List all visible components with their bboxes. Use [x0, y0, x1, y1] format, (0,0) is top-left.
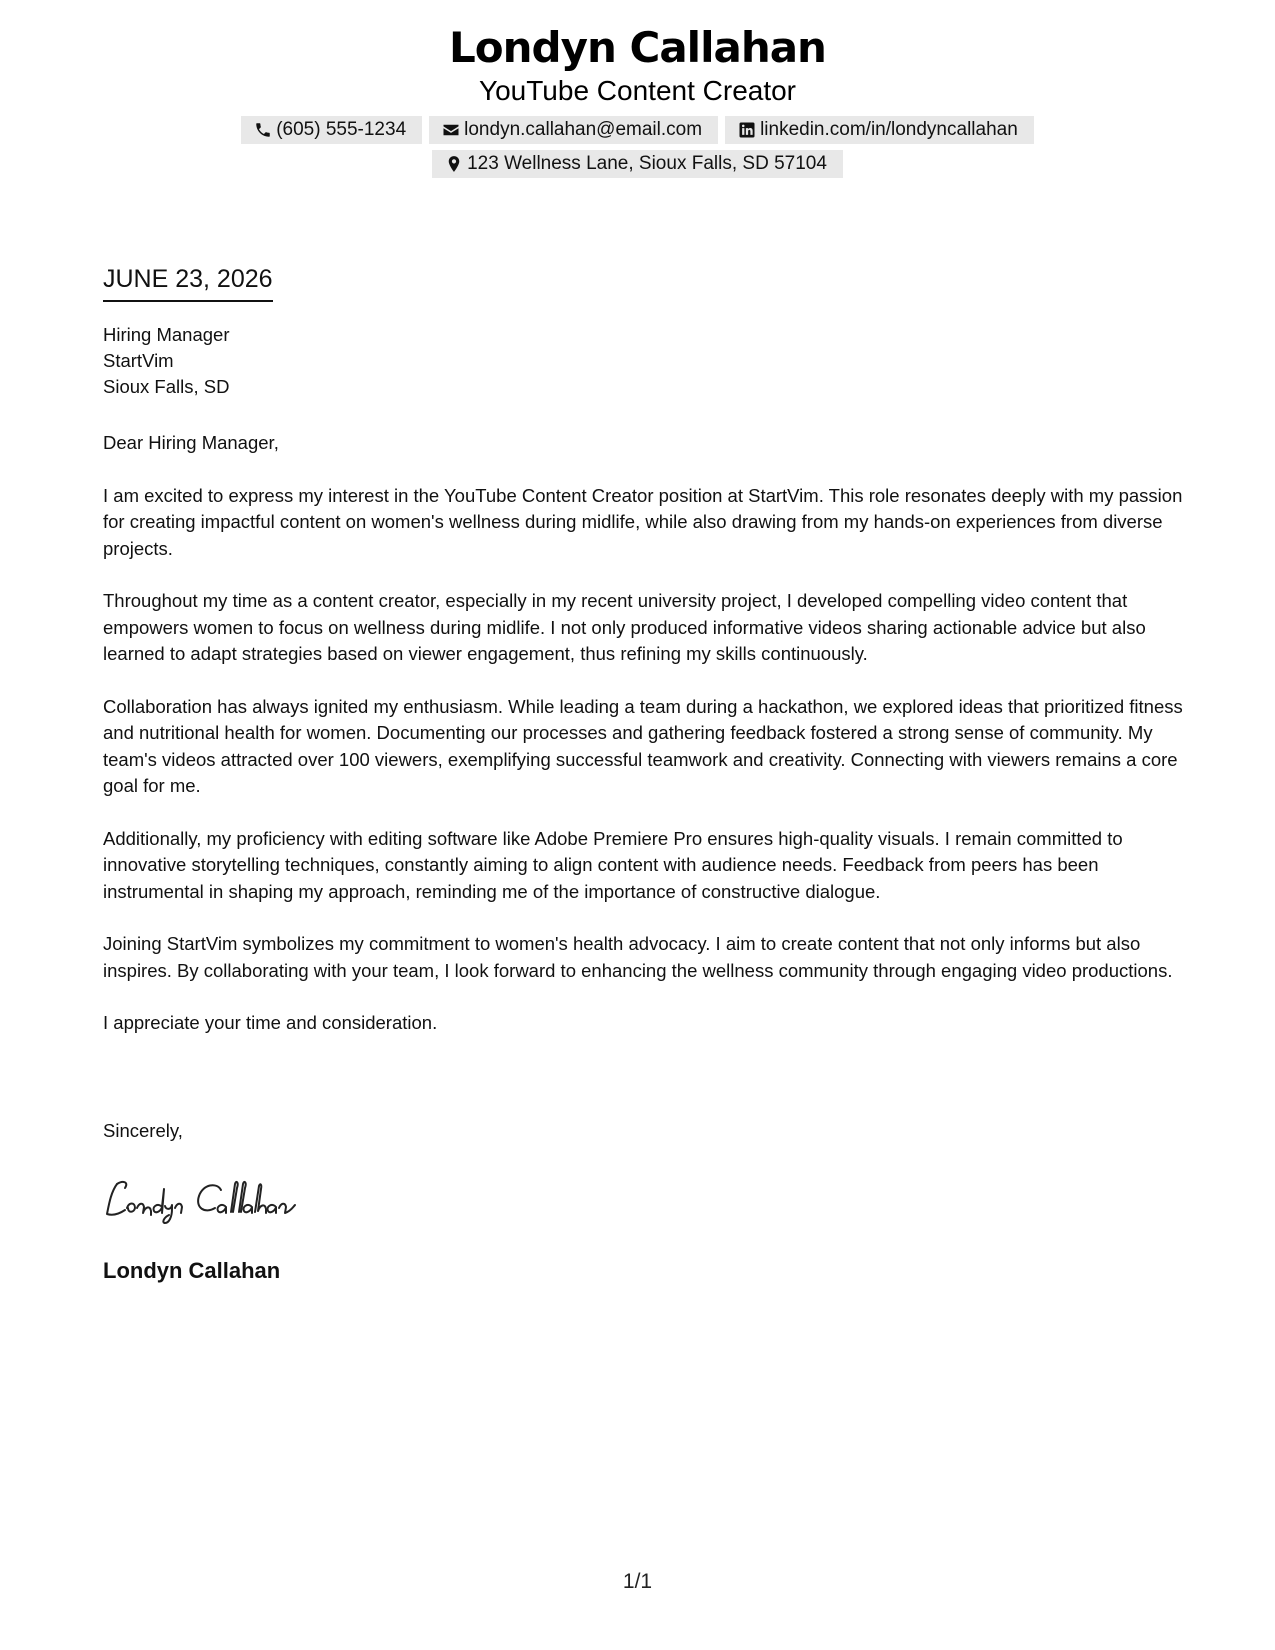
letter-header: [0, 22, 1275, 178]
recipient-company: StartVim: [103, 350, 174, 371]
body-paragraph: Joining StartVim symbolizes my commitment to women's health advocacy. I aim to create content that not only informs but also inspires. By collaborating with your team, I look forward to enhancing the wellness community through engaging video productions.: [103, 933, 1173, 981]
contact-row: [0, 116, 1275, 144]
address-text: 123 Wellness Lane, Sioux Falls, SD 57104: [467, 153, 827, 174]
address-chip: [432, 150, 843, 178]
applicant-name: Londyn Callahan: [449, 23, 826, 72]
salutation: Dear Hiring Manager,: [103, 432, 279, 453]
email-chip[interactable]: [429, 116, 718, 144]
phone-icon: [254, 121, 272, 139]
linkedin-icon: [738, 121, 756, 139]
signer-name: Londyn Callahan: [103, 1258, 281, 1283]
handwritten-signature: [103, 1170, 363, 1228]
body-paragraph: Throughout my time as a content creator, especially in my recent university project, I developed compelling video content that empowers women to focus on wellness during midlife. I not only produced informative videos sharing actionable advice but also learned to adapt strategies based on viewer engagement, thus refining my skills continuously.: [103, 590, 1146, 664]
address-row: [0, 150, 1275, 178]
linkedin-text: linkedin.com/in/londyncallahan: [760, 119, 1018, 140]
envelope-icon: [442, 121, 460, 139]
map-pin-icon: [445, 155, 463, 173]
body-paragraph: Collaboration has always ignited my enthusiasm. While leading a team during a hackathon, we explored ideas that prioritized fitness and nutritional health for women. Documenting our processes and gathering feedback fostered a strong sense of community. My team's videos attracted over 100 viewers, exemplifying successful teamwork and creativity. Connecting with viewers remains a core goal for me.: [103, 695, 1183, 796]
letter-date: JUNE 23, 2026: [103, 264, 273, 302]
applicant-title: YouTube Content Creator: [478, 75, 797, 106]
linkedin-chip[interactable]: [725, 116, 1034, 144]
phone-chip[interactable]: [241, 116, 422, 144]
body-paragraph: I am excited to express my interest in the YouTube Content Creator position at StartVim. This role resonates deeply with my passion for creating impactful content on women's wellness during midlife, while also drawing from my hands-on experiences from diverse projects.: [103, 484, 1183, 559]
page-number: 1/1: [622, 1570, 653, 1593]
recipient-title: Hiring Manager: [103, 324, 230, 345]
phone-text: (605) 555-1234: [276, 119, 407, 140]
closing: Sincerely,: [103, 1120, 183, 1141]
letter-body: [103, 430, 1183, 1063]
recipient-block: [103, 322, 229, 400]
body-paragraph: I appreciate your time and consideration.: [103, 1012, 438, 1033]
email-text: londyn.callahan@email.com: [464, 119, 703, 140]
body-paragraph: Additionally, my proficiency with editing software like Adobe Premiere Pro ensures high-quality visuals. I remain committed to innovative storytelling techniques, constantly aiming to align content with audience needs. Feedback from peers has been instrumental in shaping my approach, reminding me of the importance of constructive dialogue.: [103, 827, 1123, 902]
recipient-location: Sioux Falls, SD: [103, 376, 230, 397]
